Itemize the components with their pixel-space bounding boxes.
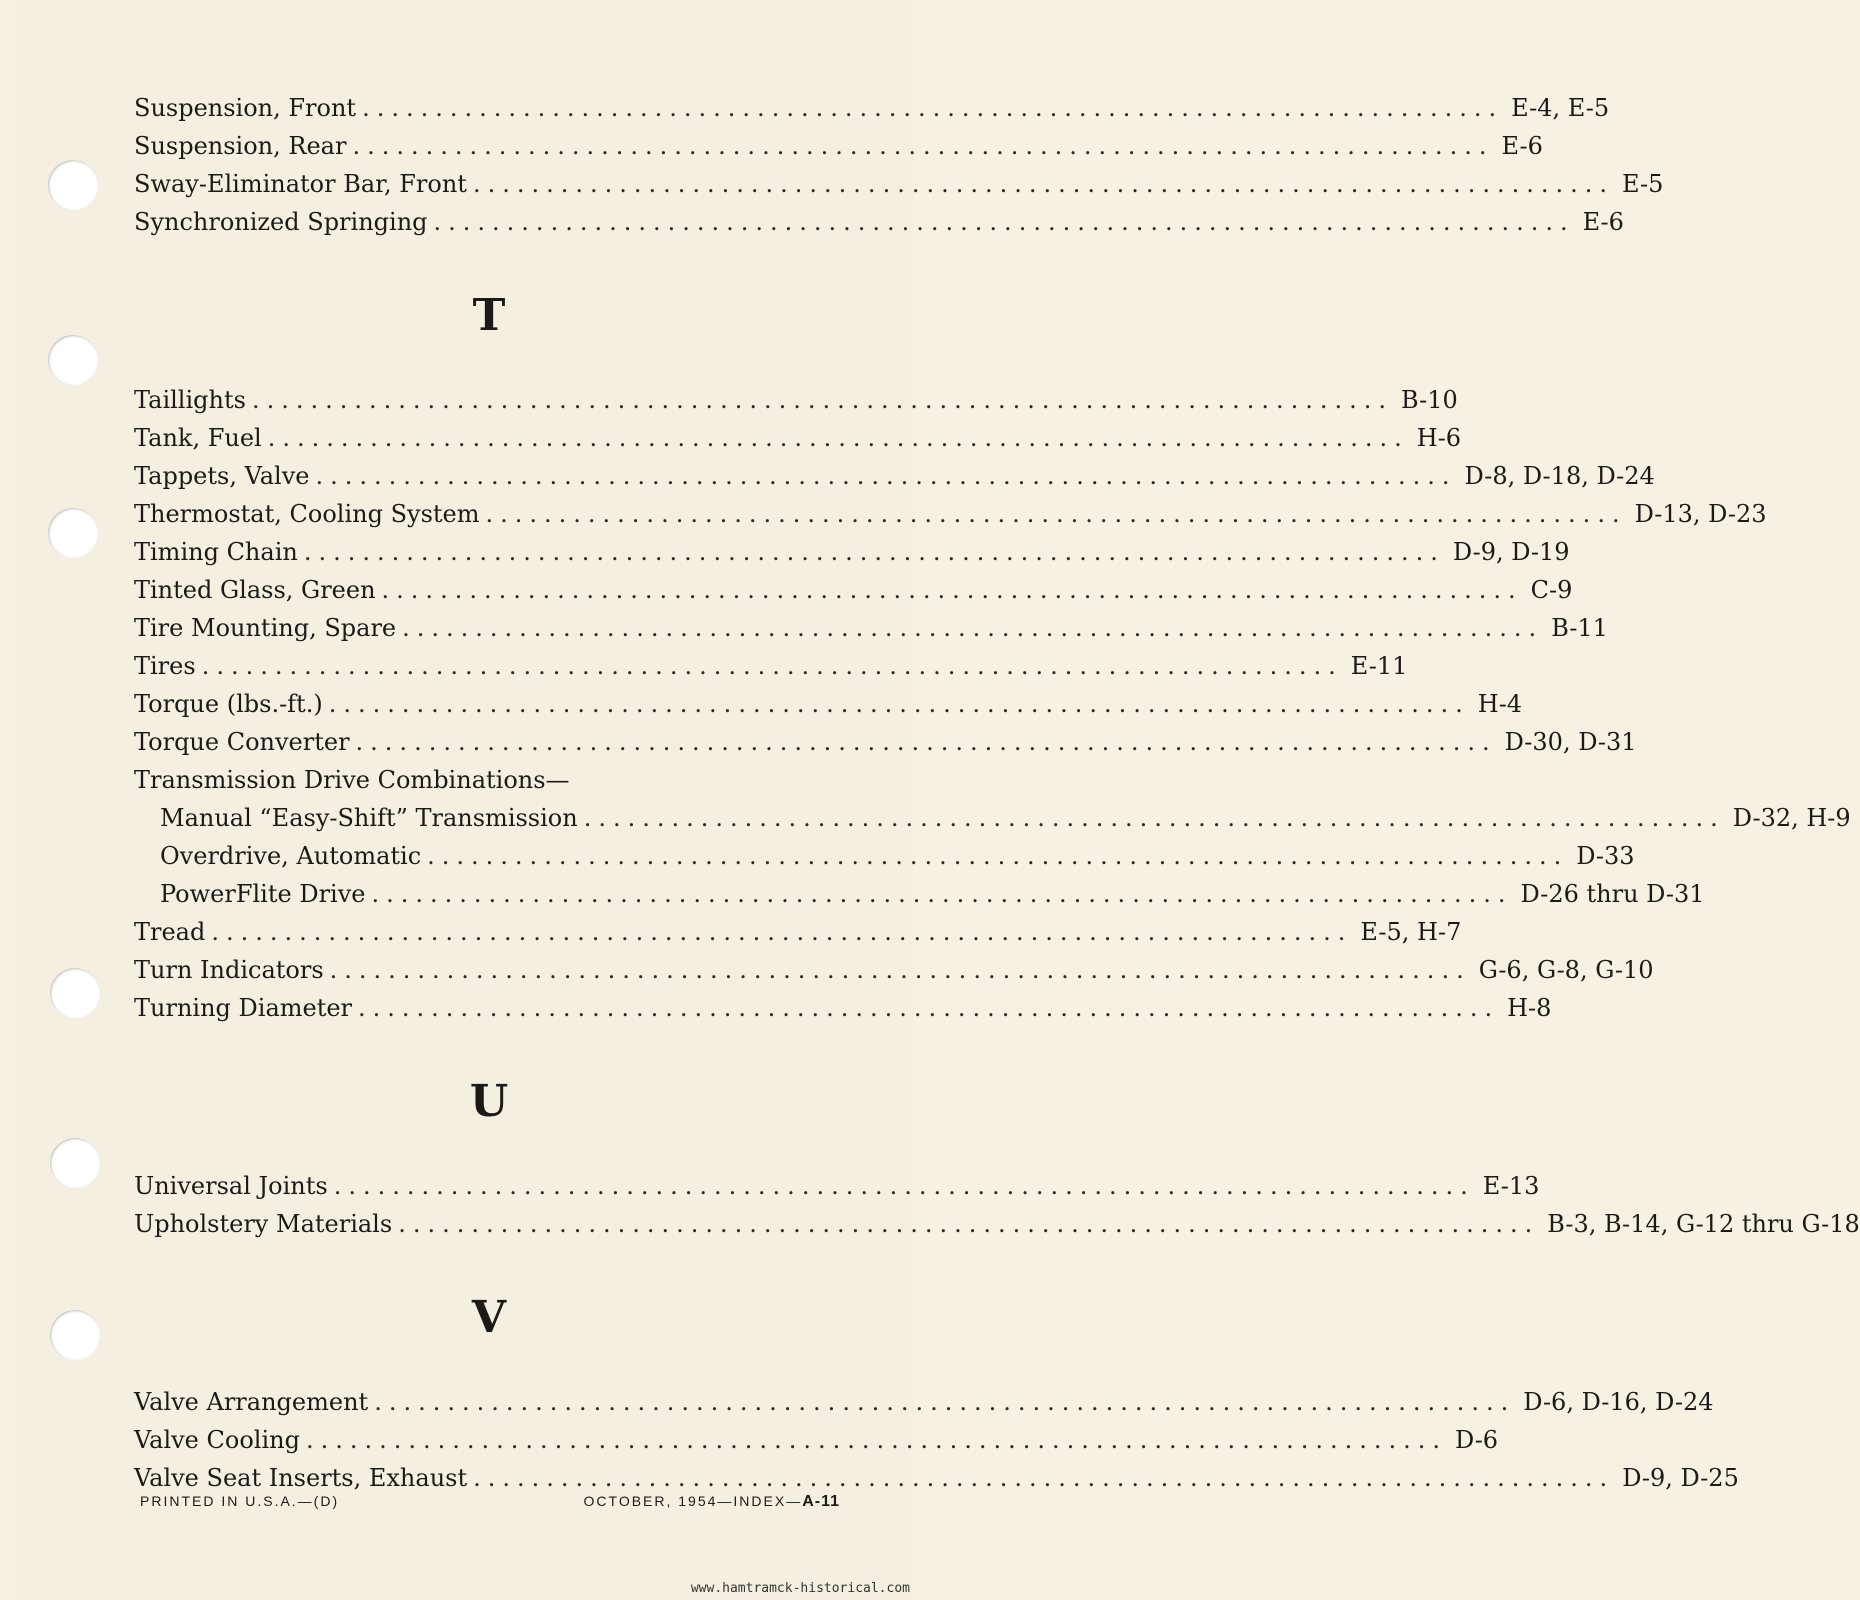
index-entry: Turning Diameter .............................................................................. H-8 (134, 994, 1552, 1022)
binder-hole (50, 968, 100, 1018)
binder-hole (50, 1310, 100, 1360)
index-entry: Torque (lbs.-ft.) .............................................................................. H-4 (134, 690, 1523, 718)
index-entry: Suspension, Front .............................................................................. E-4, E-5 (134, 94, 1610, 122)
page-number: A-11 (802, 1493, 840, 1510)
index-entry: Tires .............................................................................. E-11 (134, 652, 1408, 680)
index-content (134, 84, 1860, 1492)
binder-hole (48, 160, 98, 210)
watermark-url: www.hamtramck-historical.com (690, 1581, 910, 1596)
index-entry: Tappets, Valve .............................................................................. D-8, D-18, D-24 (134, 462, 1655, 490)
index-entry: Turn Indicators .............................................................................. G-6, G-8, G-10 (134, 956, 1654, 984)
index-entry: Torque Converter .............................................................................. D-30, D-31 (134, 728, 1637, 756)
index-entry: Valve Cooling .............................................................................. D-6 (134, 1426, 1499, 1454)
index-entry: Universal Joints .............................................................................. E-13 (134, 1172, 1540, 1200)
index-entry-heading: Transmission Drive Combinations— (134, 766, 570, 794)
index-entry: Valve Arrangement .............................................................................. D-6, D-16, D-24 (134, 1388, 1714, 1416)
index-subentry: PowerFlite Drive .............................................................................. D-26 thru D-31 (160, 880, 1705, 908)
section-letter-t: T (472, 290, 506, 341)
index-entry: Valve Seat Inserts, Exhaust .............................................................................. D-9, D-25 (134, 1464, 1739, 1492)
binder-hole (48, 508, 98, 558)
index-entry: Upholstery Materials .............................................................................. B-3, B-14, G-12 thru G-18 (134, 1210, 1860, 1238)
index-subentry: Overdrive, Automatic .............................................................................. D-33 (160, 842, 1635, 870)
section-letter-v: V (471, 1292, 507, 1343)
index-entry: Sway-Eliminator Bar, Front .............................................................................. E-5 (134, 170, 1664, 198)
footer-date-index: OCTOBER, 1954—INDEX—A-11 (583, 1493, 840, 1510)
binder-hole (50, 1138, 100, 1188)
index-entry: Tire Mounting, Spare .............................................................................. B-11 (134, 614, 1608, 642)
footer-printed: PRINTED IN U.S.A.—(D) (140, 1493, 340, 1509)
index-entry: Timing Chain .............................................................................. D-9, D-19 (134, 538, 1570, 566)
page-footer (140, 1493, 840, 1511)
binder-hole (48, 335, 98, 385)
index-entry: Thermostat, Cooling System .............................................................................. D-13, D-23 (134, 500, 1767, 528)
index-entry: Taillights .............................................................................. B-10 (134, 386, 1458, 414)
index-entry: Tank, Fuel .............................................................................. H-6 (134, 424, 1462, 452)
index-entry: Tinted Glass, Green .............................................................................. C-9 (134, 576, 1573, 604)
index-entry: Tread .............................................................................. E-5, H-7 (134, 918, 1462, 946)
index-subentry: Manual “Easy-Shift” Transmission .............................................................................. D-32, H-9 (160, 804, 1851, 832)
index-entry: Suspension, Rear .............................................................................. E-6 (134, 132, 1543, 160)
index-entry: Synchronized Springing .............................................................................. E-6 (134, 208, 1624, 236)
section-letter-u: U (469, 1076, 509, 1127)
